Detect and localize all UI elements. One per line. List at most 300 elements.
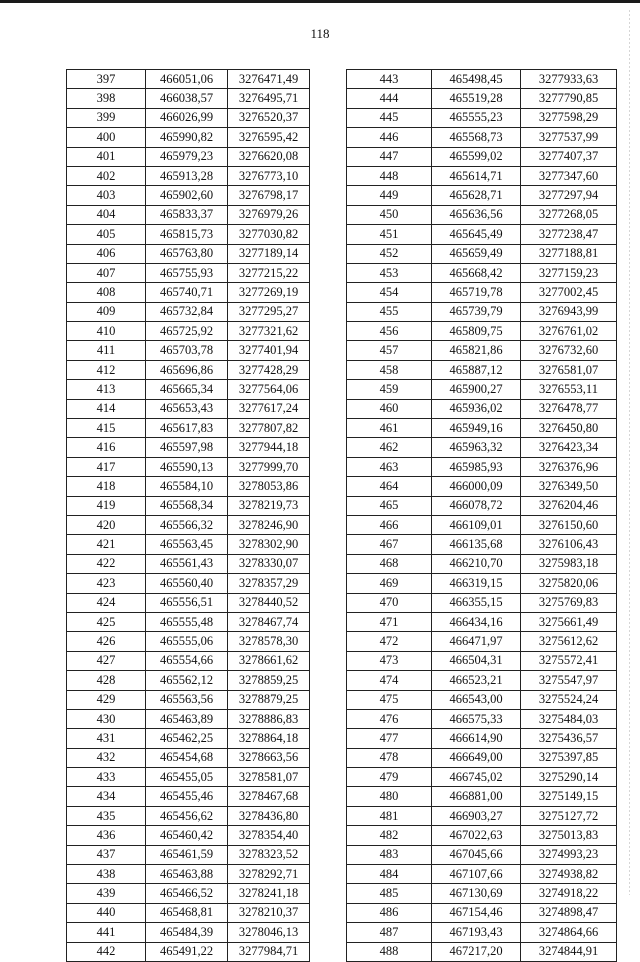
table-row [347,225,617,244]
table-row [347,496,617,515]
point-number-cell: 424 [67,593,146,612]
x-coordinate-cell: 466434,16 [432,612,521,631]
x-coordinate-cell: 467217,20 [432,942,521,961]
x-coordinate-cell: 465614,71 [432,166,521,185]
point-number-cell: 463 [347,457,432,476]
y-coordinate-cell: 3275013,83 [521,826,617,845]
point-number-cell: 406 [67,244,146,263]
x-coordinate-cell: 465463,88 [146,865,228,884]
y-coordinate-cell: 3276773,10 [228,166,310,185]
table-row [67,186,310,205]
point-number-cell: 407 [67,263,146,282]
y-coordinate-cell: 3276376,96 [521,457,617,476]
x-coordinate-cell: 465815,73 [146,225,228,244]
point-number-cell: 485 [347,884,432,903]
y-coordinate-cell: 3277297,94 [521,186,617,205]
point-number-cell: 415 [67,419,146,438]
table-row [347,477,617,496]
y-coordinate-cell: 3275572,41 [521,651,617,670]
table-row [67,225,310,244]
y-coordinate-cell: 3275290,14 [521,768,617,787]
table-row [347,263,617,282]
x-coordinate-cell: 465562,12 [146,671,228,690]
table-row [347,399,617,418]
table-row [67,496,310,515]
point-number-cell: 438 [67,865,146,884]
table-row [347,89,617,108]
table-row [347,690,617,709]
y-coordinate-cell: 3277159,23 [521,263,617,282]
table-row [347,186,617,205]
x-coordinate-cell: 465555,06 [146,632,228,651]
point-number-cell: 487 [347,923,432,942]
y-coordinate-cell: 3278302,90 [228,535,310,554]
point-number-cell: 419 [67,496,146,515]
y-coordinate-cell: 3277215,22 [228,263,310,282]
point-number-cell: 478 [347,748,432,767]
y-coordinate-cell: 3276761,02 [521,322,617,341]
table-row [347,128,617,147]
table-row [347,108,617,127]
point-number-cell: 483 [347,845,432,864]
table-row [67,942,310,961]
table-row [67,690,310,709]
point-number-cell: 405 [67,225,146,244]
point-number-cell: 411 [67,341,146,360]
table-row [67,457,310,476]
y-coordinate-cell: 3275547,97 [521,671,617,690]
x-coordinate-cell: 465985,93 [432,457,521,476]
x-coordinate-cell: 465665,34 [146,380,228,399]
point-number-cell: 436 [67,826,146,845]
point-number-cell: 447 [347,147,432,166]
x-coordinate-cell: 465460,42 [146,826,228,845]
x-coordinate-cell: 465568,34 [146,496,228,515]
y-coordinate-cell: 3276450,80 [521,419,617,438]
y-coordinate-cell: 3275820,06 [521,574,617,593]
y-coordinate-cell: 3278467,74 [228,612,310,631]
y-coordinate-cell: 3276423,34 [521,438,617,457]
table-row [347,283,617,302]
x-coordinate-cell: 466745,02 [432,768,521,787]
table-row [67,787,310,806]
y-coordinate-cell: 3274898,47 [521,903,617,922]
y-coordinate-cell: 3278436,80 [228,806,310,825]
x-coordinate-cell: 465563,45 [146,535,228,554]
table-row [347,457,617,476]
y-coordinate-cell: 3278440,52 [228,593,310,612]
x-coordinate-cell: 465556,51 [146,593,228,612]
y-coordinate-cell: 3277428,29 [228,360,310,379]
point-number-cell: 398 [67,89,146,108]
x-coordinate-cell: 465454,68 [146,748,228,767]
point-number-cell: 451 [347,225,432,244]
table-row [67,806,310,825]
x-coordinate-cell: 465645,49 [432,225,521,244]
point-number-cell: 437 [67,845,146,864]
x-coordinate-cell: 465659,49 [432,244,521,263]
point-number-cell: 402 [67,166,146,185]
x-coordinate-cell: 466078,72 [432,496,521,515]
x-coordinate-cell: 467154,46 [432,903,521,922]
point-number-cell: 464 [347,477,432,496]
point-number-cell: 469 [347,574,432,593]
table-row [347,612,617,631]
point-number-cell: 470 [347,593,432,612]
x-coordinate-cell: 465484,39 [146,923,228,942]
point-number-cell: 397 [67,70,146,89]
y-coordinate-cell: 3276478,77 [521,399,617,418]
y-coordinate-cell: 3278467,68 [228,787,310,806]
y-coordinate-cell: 3278581,07 [228,768,310,787]
table-row [347,729,617,748]
table-row [347,787,617,806]
page-number: 118 [310,26,330,41]
table-row [67,748,310,767]
y-coordinate-cell: 3277269,19 [228,283,310,302]
y-coordinate-cell: 3278354,40 [228,826,310,845]
table-row [67,399,310,418]
x-coordinate-cell: 465561,43 [146,554,228,573]
y-coordinate-cell: 3277564,06 [228,380,310,399]
x-coordinate-cell: 465821,86 [432,341,521,360]
y-coordinate-cell: 3277347,60 [521,166,617,185]
x-coordinate-cell: 465555,48 [146,612,228,631]
y-coordinate-cell: 3277321,62 [228,322,310,341]
point-number-cell: 430 [67,709,146,728]
y-coordinate-cell: 3276798,17 [228,186,310,205]
x-coordinate-cell: 465990,82 [146,128,228,147]
point-number-cell: 441 [67,923,146,942]
y-coordinate-cell: 3275484,03 [521,709,617,728]
point-number-cell: 440 [67,903,146,922]
point-number-cell: 442 [67,942,146,961]
y-coordinate-cell: 3278292,71 [228,865,310,884]
point-number-cell: 425 [67,612,146,631]
y-coordinate-cell: 3275436,57 [521,729,617,748]
y-coordinate-cell: 3277537,99 [521,128,617,147]
x-coordinate-cell: 466135,68 [432,535,521,554]
point-number-cell: 409 [67,302,146,321]
y-coordinate-cell: 3276471,49 [228,70,310,89]
x-coordinate-cell: 466881,00 [432,787,521,806]
x-coordinate-cell: 465560,40 [146,574,228,593]
x-coordinate-cell: 465902,60 [146,186,228,205]
table-row [347,826,617,845]
table-row [347,244,617,263]
x-coordinate-cell: 466210,70 [432,554,521,573]
table-row [347,70,617,89]
point-number-cell: 452 [347,244,432,263]
point-number-cell: 429 [67,690,146,709]
y-coordinate-cell: 3277268,05 [521,205,617,224]
x-coordinate-cell: 467045,66 [432,845,521,864]
table-row [67,244,310,263]
y-coordinate-cell: 3277407,37 [521,147,617,166]
x-coordinate-cell: 466504,31 [432,651,521,670]
x-coordinate-cell: 465755,93 [146,263,228,282]
table-row [67,419,310,438]
x-coordinate-cell: 465590,13 [146,457,228,476]
table-row [347,923,617,942]
point-number-cell: 471 [347,612,432,631]
y-coordinate-cell: 3276595,42 [228,128,310,147]
y-coordinate-cell: 3274938,82 [521,865,617,884]
y-coordinate-cell: 3275983,18 [521,554,617,573]
x-coordinate-cell: 465739,79 [432,302,521,321]
table-row [67,70,310,89]
point-number-cell: 420 [67,515,146,534]
table-row [67,205,310,224]
point-number-cell: 461 [347,419,432,438]
point-number-cell: 432 [67,748,146,767]
point-number-cell: 422 [67,554,146,573]
y-coordinate-cell: 3276495,71 [228,89,310,108]
x-coordinate-cell: 465599,02 [432,147,521,166]
x-coordinate-cell: 465900,27 [432,380,521,399]
point-number-cell: 486 [347,903,432,922]
x-coordinate-cell: 465949,16 [432,419,521,438]
table-row [67,535,310,554]
x-coordinate-cell: 465963,32 [432,438,521,457]
x-coordinate-cell: 465563,56 [146,690,228,709]
x-coordinate-cell: 465491,22 [146,942,228,961]
table-row [347,438,617,457]
table-row [347,942,617,961]
y-coordinate-cell: 3274844,91 [521,942,617,961]
point-number-cell: 467 [347,535,432,554]
x-coordinate-cell: 465468,81 [146,903,228,922]
point-number-cell: 428 [67,671,146,690]
table-row [67,903,310,922]
y-coordinate-cell: 3278661,62 [228,651,310,670]
point-number-cell: 408 [67,283,146,302]
table-row [347,380,617,399]
y-coordinate-cell: 3276150,60 [521,515,617,534]
y-coordinate-cell: 3277807,82 [228,419,310,438]
table-row [67,438,310,457]
point-number-cell: 446 [347,128,432,147]
point-number-cell: 450 [347,205,432,224]
table-row [67,380,310,399]
y-coordinate-cell: 3278879,25 [228,690,310,709]
x-coordinate-cell: 465636,56 [432,205,521,224]
y-coordinate-cell: 3276943,99 [521,302,617,321]
x-coordinate-cell: 466026,99 [146,108,228,127]
x-coordinate-cell: 467107,66 [432,865,521,884]
x-coordinate-cell: 466038,57 [146,89,228,108]
table-row [67,108,310,127]
table-row [347,671,617,690]
point-number-cell: 400 [67,128,146,147]
point-number-cell: 431 [67,729,146,748]
y-coordinate-cell: 3274993,23 [521,845,617,864]
table-row [347,341,617,360]
table-row [347,419,617,438]
x-coordinate-cell: 465809,75 [432,322,521,341]
x-coordinate-cell: 467130,69 [432,884,521,903]
point-number-cell: 468 [347,554,432,573]
y-coordinate-cell: 3277944,18 [228,438,310,457]
x-coordinate-cell: 465456,62 [146,806,228,825]
x-coordinate-cell: 466471,97 [432,632,521,651]
x-coordinate-cell: 465668,42 [432,263,521,282]
y-coordinate-cell: 3275524,24 [521,690,617,709]
y-coordinate-cell: 3276349,50 [521,477,617,496]
table-row [67,865,310,884]
x-coordinate-cell: 465455,05 [146,768,228,787]
point-number-cell: 412 [67,360,146,379]
x-coordinate-cell: 465519,28 [432,89,521,108]
point-number-cell: 466 [347,515,432,534]
point-number-cell: 462 [347,438,432,457]
x-coordinate-cell: 465887,12 [432,360,521,379]
x-coordinate-cell: 465498,45 [432,70,521,89]
x-coordinate-cell: 466523,21 [432,671,521,690]
table-row [347,709,617,728]
table-row [347,535,617,554]
x-coordinate-cell: 465584,10 [146,477,228,496]
table-row [67,709,310,728]
y-coordinate-cell: 3278886,83 [228,709,310,728]
table-row [67,515,310,534]
point-number-cell: 454 [347,283,432,302]
table-row [67,322,310,341]
y-coordinate-cell: 3278357,29 [228,574,310,593]
x-coordinate-cell: 466109,01 [432,515,521,534]
point-number-cell: 459 [347,380,432,399]
y-coordinate-cell: 3277401,94 [228,341,310,360]
x-coordinate-cell: 465653,43 [146,399,228,418]
point-number-cell: 475 [347,690,432,709]
x-coordinate-cell: 465979,23 [146,147,228,166]
point-number-cell: 455 [347,302,432,321]
y-coordinate-cell: 3278046,13 [228,923,310,942]
table-row [67,768,310,787]
x-coordinate-cell: 465833,37 [146,205,228,224]
table-row [67,360,310,379]
x-coordinate-cell: 465703,78 [146,341,228,360]
point-number-cell: 434 [67,787,146,806]
table-row [67,554,310,573]
y-coordinate-cell: 3276106,43 [521,535,617,554]
x-coordinate-cell: 465463,89 [146,709,228,728]
x-coordinate-cell: 465763,80 [146,244,228,263]
point-number-cell: 435 [67,806,146,825]
table-row [67,166,310,185]
x-coordinate-cell: 465597,98 [146,438,228,457]
y-coordinate-cell: 3278210,37 [228,903,310,922]
point-number-cell: 426 [67,632,146,651]
table-row [67,128,310,147]
table-row [347,651,617,670]
scan-edge-mark [629,10,630,895]
x-coordinate-cell: 466649,00 [432,748,521,767]
point-number-cell: 474 [347,671,432,690]
table-row [67,923,310,942]
y-coordinate-cell: 3278219,73 [228,496,310,515]
x-coordinate-cell: 465696,86 [146,360,228,379]
table-row [67,671,310,690]
table-row [347,884,617,903]
y-coordinate-cell: 3277295,27 [228,302,310,321]
x-coordinate-cell: 466355,15 [432,593,521,612]
table-row [67,845,310,864]
x-coordinate-cell: 466000,09 [432,477,521,496]
point-number-cell: 481 [347,806,432,825]
coordinates-table-right [346,69,617,962]
point-number-cell: 416 [67,438,146,457]
point-number-cell: 479 [347,768,432,787]
y-coordinate-cell: 3277188,81 [521,244,617,263]
x-coordinate-cell: 465555,23 [432,108,521,127]
y-coordinate-cell: 3276553,11 [521,380,617,399]
y-coordinate-cell: 3276620,08 [228,147,310,166]
y-coordinate-cell: 3275397,85 [521,748,617,767]
point-number-cell: 480 [347,787,432,806]
table-row [347,360,617,379]
table-row [67,651,310,670]
y-coordinate-cell: 3277030,82 [228,225,310,244]
x-coordinate-cell: 465740,71 [146,283,228,302]
table-row [347,205,617,224]
table-row [347,748,617,767]
point-number-cell: 444 [347,89,432,108]
x-coordinate-cell: 466051,06 [146,70,228,89]
coordinates-table-left [66,69,310,962]
y-coordinate-cell: 3278053,86 [228,477,310,496]
x-coordinate-cell: 466614,90 [432,729,521,748]
table-row [347,768,617,787]
point-number-cell: 445 [347,108,432,127]
y-coordinate-cell: 3277617,24 [228,399,310,418]
x-coordinate-cell: 466903,27 [432,806,521,825]
y-coordinate-cell: 3278864,18 [228,729,310,748]
y-coordinate-cell: 3274918,22 [521,884,617,903]
y-coordinate-cell: 3278663,56 [228,748,310,767]
table-row [67,147,310,166]
point-number-cell: 453 [347,263,432,282]
top-border-line [0,0,640,3]
y-coordinate-cell: 3275127,72 [521,806,617,825]
x-coordinate-cell: 465461,59 [146,845,228,864]
point-number-cell: 427 [67,651,146,670]
point-number-cell: 476 [347,709,432,728]
y-coordinate-cell: 3278246,90 [228,515,310,534]
y-coordinate-cell: 3275149,15 [521,787,617,806]
point-number-cell: 472 [347,632,432,651]
point-number-cell: 448 [347,166,432,185]
y-coordinate-cell: 3275661,49 [521,612,617,631]
x-coordinate-cell: 465913,28 [146,166,228,185]
table-row [67,263,310,282]
y-coordinate-cell: 3278330,07 [228,554,310,573]
point-number-cell: 449 [347,186,432,205]
point-number-cell: 465 [347,496,432,515]
x-coordinate-cell: 465617,83 [146,419,228,438]
y-coordinate-cell: 3275612,62 [521,632,617,651]
x-coordinate-cell: 466319,15 [432,574,521,593]
y-coordinate-cell: 3278241,18 [228,884,310,903]
y-coordinate-cell: 3277790,85 [521,89,617,108]
point-number-cell: 457 [347,341,432,360]
table-row [347,554,617,573]
y-coordinate-cell: 3277598,29 [521,108,617,127]
y-coordinate-cell: 3276204,46 [521,496,617,515]
y-coordinate-cell: 3277189,14 [228,244,310,263]
table-row [67,593,310,612]
x-coordinate-cell: 465566,32 [146,515,228,534]
